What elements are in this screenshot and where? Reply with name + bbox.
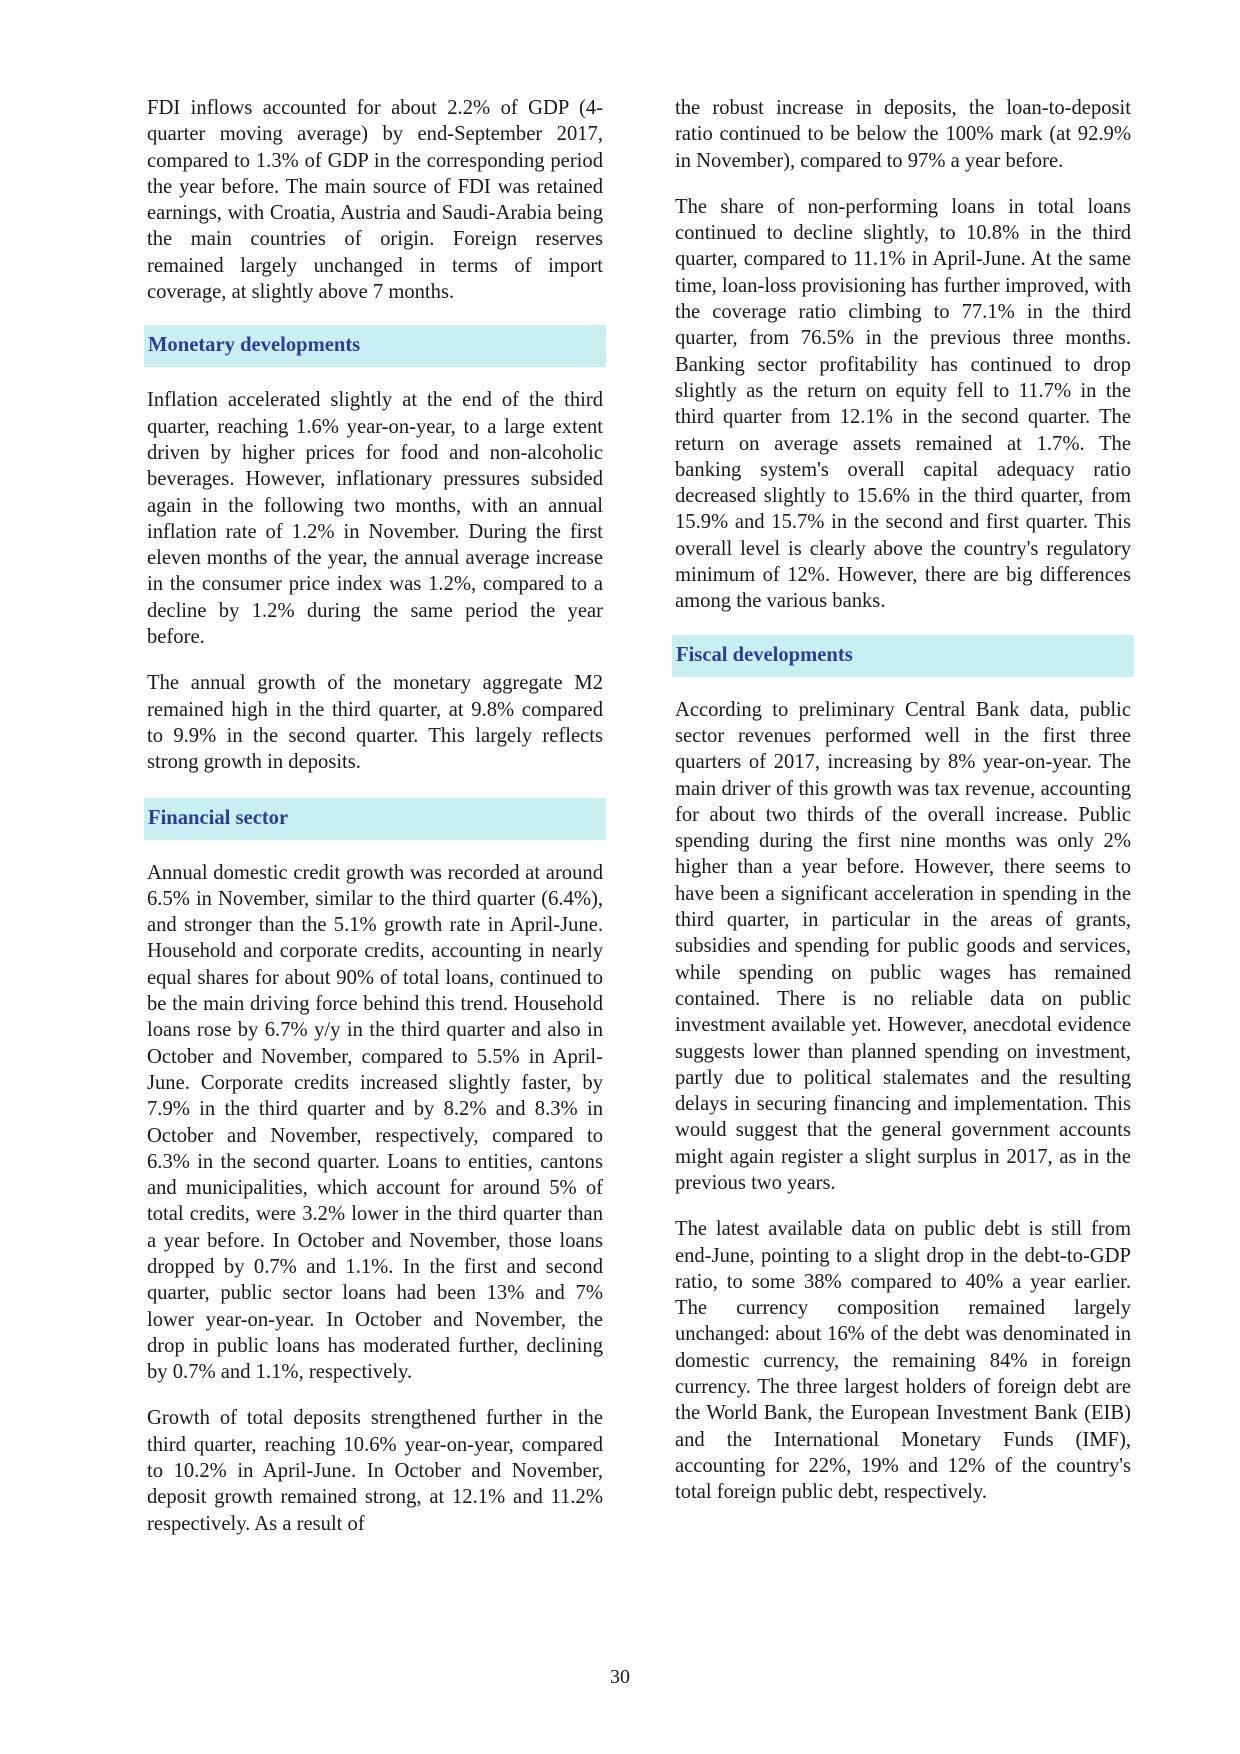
page-number: 30 xyxy=(610,1666,630,1688)
credit-growth-paragraph: Annual domestic credit growth was recorded at around 6.5% in November, similar to the third quarter (6.4%), and stronger than the 5.1% growth rate in April-June. Household and corporate credits, accounting in nearly equal shares for about 90% of total loans, continued to be the main driving force behind this trend. Household loans rose by 6.7% y/y in the third quarter and also in October and November, compared to 5.5% in April-June. Corporate credits increased slightly faster, by 7.9% in the third quarter and by 8.2% and 8.3% in October and November, respectively, compared to 6.3% in the second quarter. Loans to entities, cantons and municipalities, which account for around 5% of total credits, were 3.2% lower in the third quarter than a year before. In October and November, those loans dropped by 0.7% and 1.1%. In the first and second quarter, public sector loans had been 13% and 7% lower year-on-year. In October and November, the drop in public loans has moderated further, declining by 0.7% and 1.1%, respectively. xyxy=(147,861,603,1384)
right-column xyxy=(675,95,1131,1526)
loan-to-deposit-paragraph: the robust increase in deposits, the loan-to-deposit ratio continued to be below the 100% mark (at 92.9% in November), compared to 97% a year before. xyxy=(675,97,1131,172)
monetary-developments-heading: Monetary developments xyxy=(144,325,606,367)
monetary-aggregate-paragraph: The annual growth of the monetary aggregate M2 remained high in the third quarter, at 9.8% compared to 9.9% in the second quarter. This largely reflects strong growth in deposits. xyxy=(147,672,603,774)
public-revenues-paragraph: According to preliminary Central Bank data, public sector revenues performed well in the first three quarters of 2017, increasing by 8% year-on-year. The main driver of this growth was tax revenue, accounting for about two thirds of the overall increase. Public spending during the first nine months was only 2% higher than a year before. However, there seems to have been a significant acceleration in spending in the third quarter, in particular in the areas of grants, subsidies and spending for public goods and services, while spending on public wages has remained contained. There is no reliable data on public investment available yet. However, anecdotal evidence suggests lower than planned spending on investment, partly due to political stalemates and the resulting delays in securing financing and implementation. This would suggest that the general government accounts might again register a slight surplus in 2017, as in the previous two years. xyxy=(675,698,1131,1194)
non-performing-loans-paragraph: The share of non-performing loans in total loans continued to decline slightly, to 10.8% in the third quarter, compared to 11.1% in April-June. At the same time, loan-loss provisioning has further improved, with the coverage ratio climbing to 77.1% in the third quarter, from 76.5% in the previous three months. Banking sector profitability has continued to drop slightly as the return on equity fell to 11.7% in the third quarter from 12.1% in the second quarter. The return on average assets remained at 1.7%. The banking system's overall capital adequacy ratio decreased slightly to 15.6% in the third quarter, from 15.9% and 15.7% in the second and first quarter. This overall level is clearly above the country's regulatory minimum of 12%. However, there are big differences among the various banks. xyxy=(675,195,1131,613)
inflation-paragraph: Inflation accelerated slightly at the end of the third quarter, reaching 1.6% year-on-year, to a large extent driven by higher prices for food and non-alcoholic beverages. However, inflationary pressures subsided again in the following two months, with an annual inflation rate of 1.2% in November. During the first eleven months of the year, the annual average increase in the consumer price index was 1.2%, compared to a decline by 1.2% during the same period the year before. xyxy=(147,389,603,649)
fdi-paragraph: FDI inflows accounted for about 2.2% of GDP (4-quarter moving average) by end-September 2017, compared to 1.3% of GDP in the corresponding period the year before. The main source of FDI was retained earnings, with Croatia, Austria and Saudi-Arabia being the main countries of origin. Foreign reserves remained largely unchanged in terms of import coverage, at slightly above 7 months. xyxy=(147,97,603,304)
deposits-paragraph: Growth of total deposits strengthened further in the third quarter, reaching 10.6% year-on-year, compared to 10.2% in April-June. In October and November, deposit growth remained strong, at 12.1% and 11.2% respectively. As a result of xyxy=(147,1407,603,1535)
public-debt-paragraph: The latest available data on public debt is still from end-June, pointing to a slight drop in the debt-to-GDP ratio, to some 38% compared to 40% a year earlier. The currency composition remained largely unchanged: about 16% of the debt was denominated in domestic currency, the remaining 84% in foreign currency. The three largest holders of foreign debt are the World Bank, the European Investment Bank (EIB) and the International Monetary Funds (IMF), accounting for 22%, 19% and 12% of the country's total foreign public debt, respectively. xyxy=(675,1218,1131,1504)
left-column xyxy=(147,95,603,1557)
financial-sector-heading: Financial sector xyxy=(144,798,606,840)
fiscal-developments-heading: Fiscal developments xyxy=(672,635,1134,677)
